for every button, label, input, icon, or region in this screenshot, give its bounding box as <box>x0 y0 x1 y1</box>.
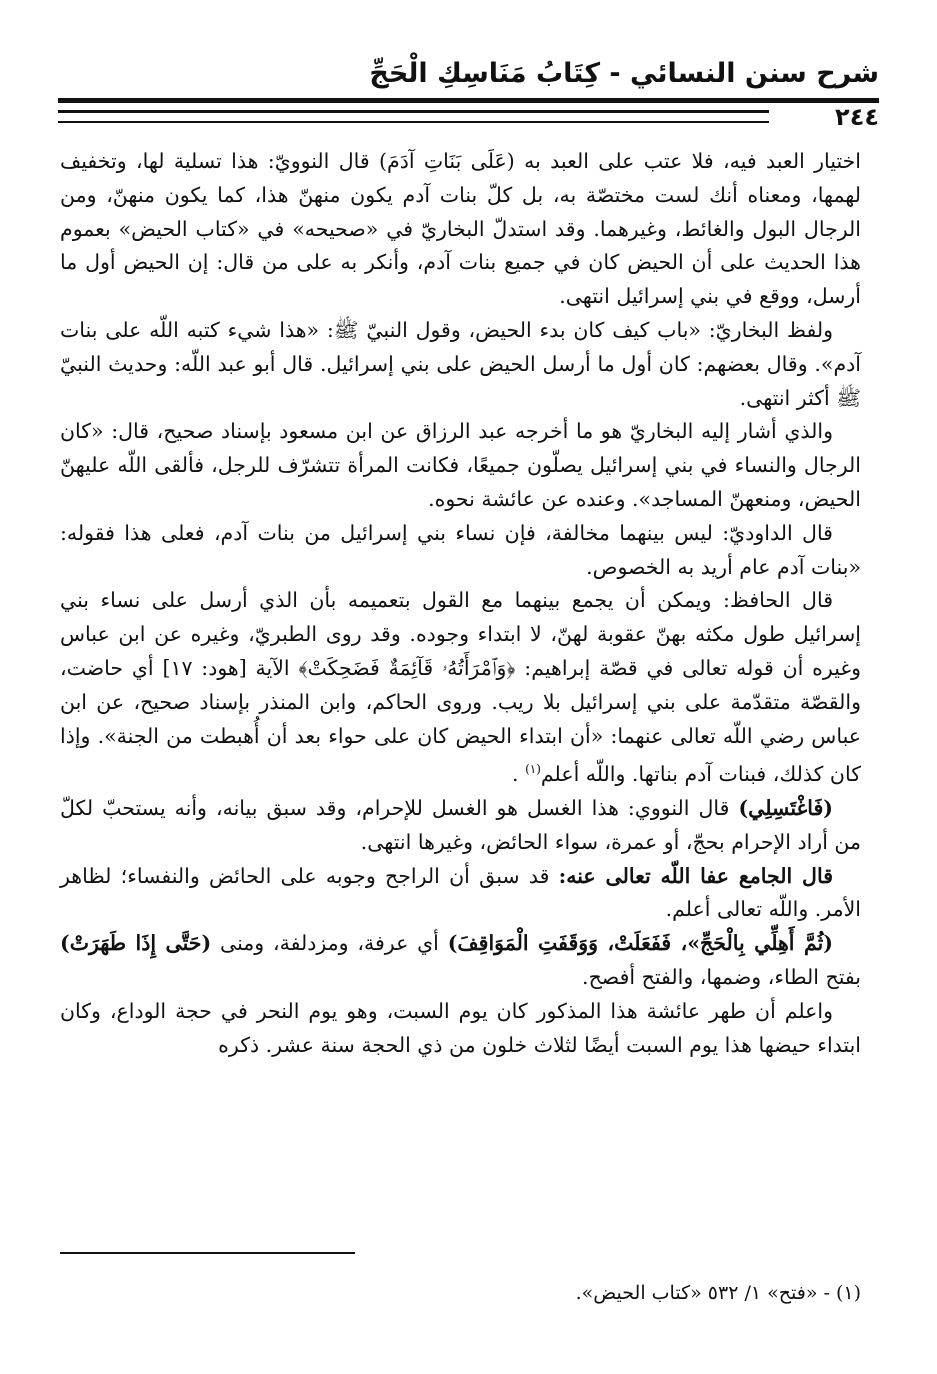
paragraph-5: قال الحافظ: ويمكن أن يجمع بينهما مع القول بتعميمه بأن الذي أرسل على نساء بني إسرائيل طول مكثه بهنّ عقوبة لهنّ، لا ابتداء وجوده. وقد روى الطبريّ، وغيره عن ابن عباس وغيره أن قوله تعالى في قصّة إبراهيم: ﴿وَٱمْرَأَتُهُۥ قَآئِمَةٌ فَضَحِكَتْ﴾ الآية [هود: ١٧] أي حاضت، والقصّة متقدّمة على بني إسرائيل بلا ريب. وروى الحاكم، وابن المنذر بإسناد صحيح، عن ابن عباس رضي اللّه تعالى عنهما: «أن ابتداء الحيض كان على حواء بعد أن أُهبطت من الجنة». وإذا كان كذلك، فبنات آدم بناتها. واللّه أعلم$^{(١)}$ . <box>60 588 862 787</box>
footnote-separator <box>60 1252 355 1254</box>
main-text <box>60 145 861 1062</box>
compiler-note-lead: قال الجامع عفا اللّه تعالى عنه: <box>558 863 833 888</box>
header-rule-double <box>58 110 769 123</box>
paragraph-8-end: بفتح الطاء، وضمها، والفتح أفصح. <box>582 964 861 989</box>
paragraph-7-text: قد سبق أن الراجح وجوبه على الحائض والنفساء؛ لظاهر الأمر. واللّه تعالى أعلم. <box>60 863 861 922</box>
lemma-thumma-ahilli: (ثُمَّ أَهِلِّي بِالْحَجِّ»، فَفَعَلَتْ، وَوَقَفَتِ الْمَوَاقِفَ) <box>447 931 834 956</box>
page-number: ٢٤٤ <box>835 103 879 131</box>
paragraph-3: والذي أشار إليه البخاريّ هو ما أخرجه عبد الرزاق عن ابن مسعود بإسناد صحيح، قال: «كان الرجال والنساء في بني إسرائيل يصلّون جميعًا، فكانت المرأة تتشرّف للرجل، فألقى اللّه عليهنّ الحيض، ومنعهنّ المساجد». وعنده عن عائشة نحوه. <box>60 419 861 511</box>
paragraph-7 <box>60 860 861 928</box>
paragraph-8 <box>60 927 861 995</box>
header-rule-thick <box>58 98 879 103</box>
page-header <box>58 58 879 131</box>
lemma-hatta-idha: (حَتَّى إِذَا طَهَرَتْ) <box>60 931 212 956</box>
paragraph-6 <box>60 792 861 860</box>
footnote-marker: (١) <box>525 762 541 777</box>
paragraph-8-mid: أي عرفة، ومزدلفة، ومنى <box>220 931 439 956</box>
paragraph-5-text: قال الحافظ: ويمكن أن يجمع بينهما مع القول بتعميمه بأن الذي أرسل على نساء بني إسرائيل طول مكثه بهنّ عقوبة لهنّ، لا ابتداء وجوده. وقد روى الطبريّ، وغيره عن ابن عباس وغيره أن قوله تعالى في قصّة إبراهيم: ﴿وَٱمْرَأَتُهُۥ قَآئِمَةٌ فَضَحِكَتْ﴾ الآية [هود: ١٧] أي حاضت، والقصّة متقدّمة على بني إسرائيل بلا ريب. وروى الحاكم، وابن المنذر بإسناد صحيح، عن ابن عباس رضي اللّه تعالى عنهما: «أن ابتداء الحيض كان على حواء بعد أن أُهبطت من الجنة». وإذا كان كذلك، فبنات آدم بناتها. واللّه أعلم <box>60 588 862 787</box>
paragraph-9: واعلم أن طهر عائشة هذا المذكور كان يوم السبت، وهو يوم النحر في حجة الوداع، وكان ابتداء حيضها هذا يوم السبت أيضًا لثلاث خلون من ذي الحجة سنة عشر. ذكره <box>60 998 861 1057</box>
paragraph-1: اختيار العبد فيه، فلا عتب على العبد به (عَلَى بَنَاتِ آدَمَ) قال النوويّ: هذا تسلية لها، وتخفيف لهمها، ومعناه أنك لست مختصّة به، بل كلّ بنات آدم يكون منهنّ هذا، كما يكون منهنّ، ومن الرجال البول والغائط، وغيرهما. وقد استدلّ البخاريّ في «صحيحه» في «كتاب الحيض» بعموم هذا الحديث على أن الحيض كان في جميع بنات آدم، وأنكر به على من قال: إن الحيض أول ما أرسل، ووقع في بني إسرائيل انتهى. <box>60 149 861 309</box>
footnote: (١) - «فتح» ١/ ٥٣٢ «كتاب الحيض». <box>575 1282 861 1304</box>
paragraph-6-text: قال النووي: هذا الغسل هو الغسل للإحرام، وقد سبق بيانه، وأنه يستحبّ لكلّ من أراد الإحرام بحجّ، أو عمرة، سواء الحائض، وغيرها انتهى. <box>60 795 861 854</box>
lemma-faghtasili: (فَاغْتَسِلِي) <box>738 795 833 820</box>
paragraph-4: قال الداوديّ: ليس بينهما مخالفة، فإن نساء بني إسرائيل من بنات آدم، فعلى هذا فقوله: «بنات آدم عام أريد به الخصوص. <box>60 520 861 579</box>
running-title: شرح سنن النسائي - كِتَابُ مَنَاسِكِ الْحَجِّ <box>369 58 879 89</box>
paragraph-2: ولفظ البخاريّ: «باب كيف كان بدء الحيض، وقول النبيّ ﷺ: «هذا شيء كتبه اللّه على بنات آدم». وقال بعضهم: كان أول ما أرسل الحيض على بني إسرائيل. قال أبو عبد اللّه: وحديث النبيّ ﷺ أكثر انتهى. <box>60 317 861 410</box>
